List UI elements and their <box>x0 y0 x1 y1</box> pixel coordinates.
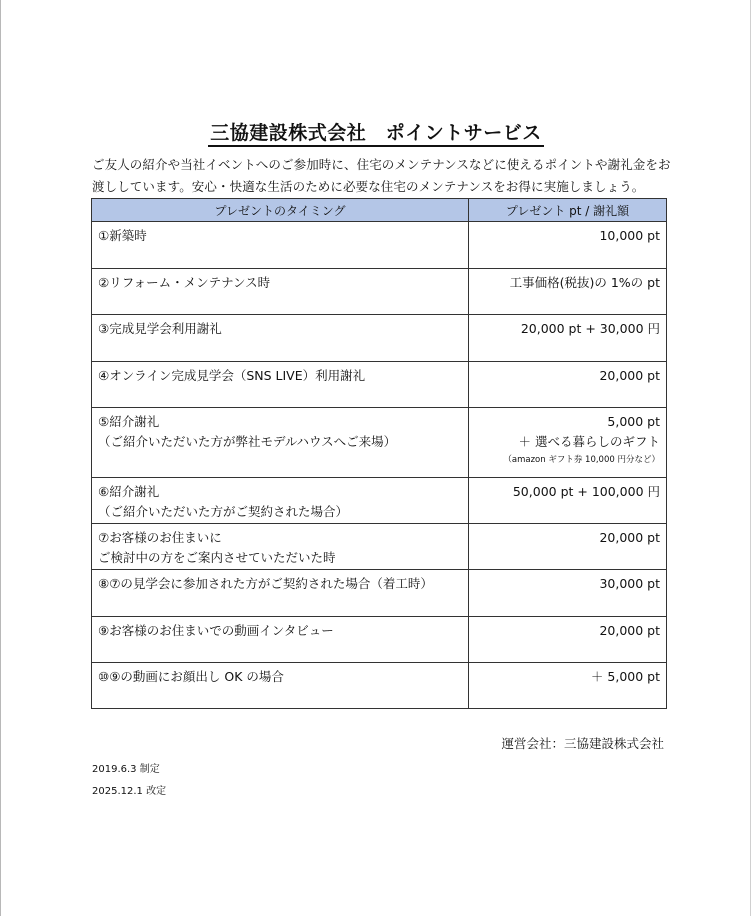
value-cell <box>469 315 667 362</box>
timing-cell <box>92 408 469 478</box>
value-cell <box>469 617 667 663</box>
timing-text: ⑦お客様のお住まいに <box>98 530 222 545</box>
value-text: 20,000 pt <box>599 530 660 545</box>
timing-cell <box>92 524 469 570</box>
timing-cell <box>92 478 469 524</box>
table-row <box>92 408 667 478</box>
timing-cell <box>92 222 469 269</box>
value-cell <box>469 269 667 315</box>
value-note: （amazon ギフト券 10,000 円分など） <box>503 455 660 465</box>
table-row <box>92 478 667 524</box>
timing-cell <box>92 570 469 617</box>
timing-subtext: （ご紹介いただいた方がご契約された場合） <box>98 504 349 519</box>
value-text: 20,000 pt <box>599 623 660 638</box>
table-row <box>92 524 667 570</box>
operating-company: 運営会社：三協建設株式会社 <box>501 736 664 751</box>
value-cell <box>469 222 667 269</box>
value-cell <box>469 478 667 524</box>
value-cell <box>469 663 667 709</box>
page-title-text: 三協建設株式会社 ポイントサービス <box>208 122 544 147</box>
value-text: 20,000 pt + 30,000 円 <box>520 321 660 336</box>
value-text: ＋ 5,000 pt <box>590 669 660 684</box>
timing-text: ⑨お客様のお住まいでの動画インタビュー <box>98 623 334 638</box>
timing-subtext: （ご紹介いただいた方が弊社モデルハウスへご来場） <box>98 434 397 449</box>
value-text: 20,000 pt <box>599 368 660 383</box>
timing-text: ②リフォーム・メンテナンス時 <box>98 275 271 290</box>
timing-cell <box>92 362 469 408</box>
table-row <box>92 222 667 269</box>
timing-cell <box>92 315 469 362</box>
page-title <box>0 118 752 145</box>
value-subtext: ＋ 選べる暮らしのギフト <box>518 434 660 449</box>
point-table <box>91 198 667 709</box>
timing-cell <box>92 617 469 663</box>
value-cell <box>469 408 667 478</box>
timing-text: ⑩⑨の動画にお顔出し OK の場合 <box>98 669 284 684</box>
table-header-row <box>92 199 667 222</box>
table-row <box>92 663 667 709</box>
intro-paragraph <box>92 154 672 198</box>
table-row <box>92 315 667 362</box>
enacted-date: 2019.6.3 制定 <box>92 764 160 775</box>
value-text: 50,000 pt + 100,000 円 <box>512 484 660 499</box>
table-row <box>92 269 667 315</box>
timing-text: ④オンライン完成見学会（SNS LIVE）利用謝礼 <box>98 368 366 383</box>
value-cell <box>469 570 667 617</box>
timing-cell <box>92 663 469 709</box>
timing-text: ⑧⑦の見学会に参加された方がご契約された場合（着工時） <box>98 576 433 591</box>
table-row <box>92 617 667 663</box>
intro-line-1: ご友人の紹介や当社イベントへのご参加時に、住宅のメンテナンスなどに使えるポイントや謝礼金をお <box>92 157 671 172</box>
table-row <box>92 362 667 408</box>
timing-text: ⑥紹介謝礼 <box>98 484 160 499</box>
value-cell <box>469 362 667 408</box>
intro-line-2: 渡ししています。安心・快適な生活のために必要な住宅のメンテナンスをお得に実施しましょう。 <box>92 179 645 194</box>
value-text: 10,000 pt <box>599 228 660 243</box>
revised-date: 2025.12.1 改定 <box>92 786 167 797</box>
value-cell <box>469 524 667 570</box>
header-timing: プレゼントのタイミング <box>92 199 469 222</box>
value-text: 5,000 pt <box>607 414 660 429</box>
value-text: 30,000 pt <box>599 576 660 591</box>
value-text: 工事価格(税抜)の 1%の pt <box>509 275 660 290</box>
table-row <box>92 570 667 617</box>
timing-text: ①新築時 <box>98 228 147 243</box>
timing-text: ⑤紹介謝礼 <box>98 414 160 429</box>
header-value: プレゼント pt / 謝礼額 <box>469 199 667 222</box>
timing-text: ③完成見学会利用謝礼 <box>98 321 222 336</box>
timing-subtext: ご検討中の方をご案内させていただいた時 <box>98 550 336 565</box>
timing-cell <box>92 269 469 315</box>
